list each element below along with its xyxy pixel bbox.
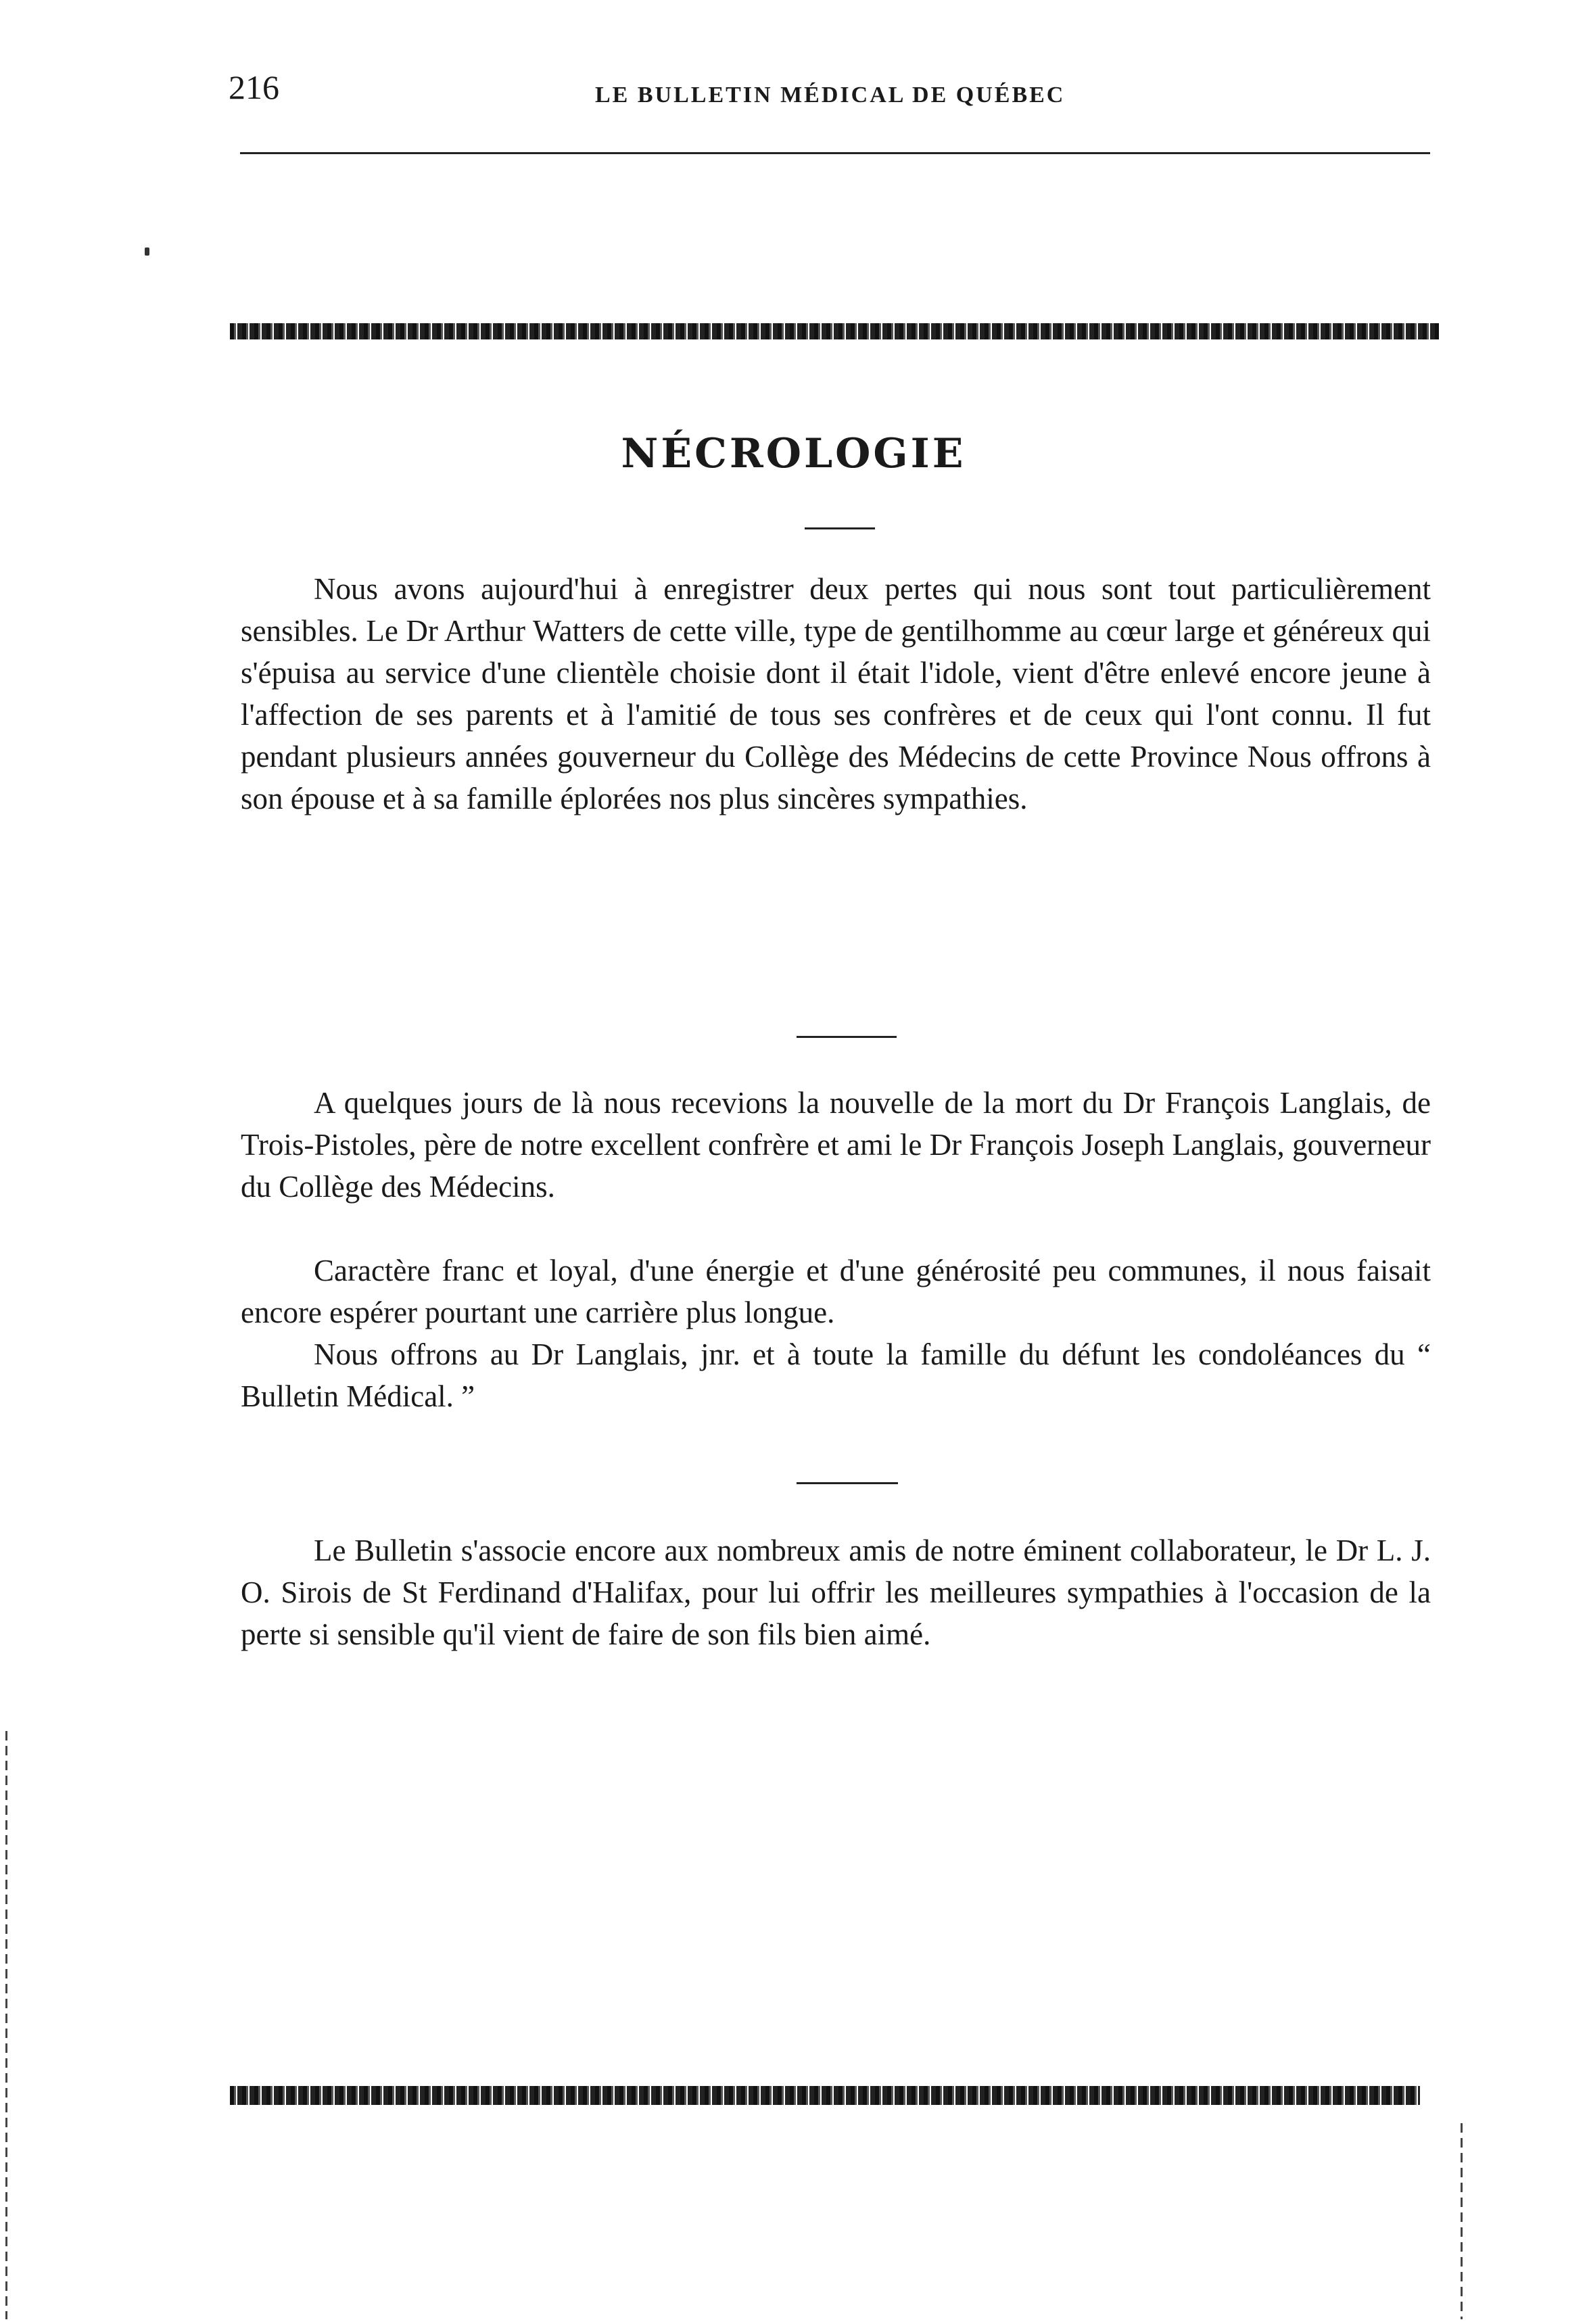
separator-rule (797, 1482, 898, 1484)
obituary-paragraph-langlais: A quelques jours de là nous recevions la nouvelle de la mort du Dr François Langlais, de Trois-Pistoles, père de notre excellent confrère et ami le Dr François Joseph Langlais, gouverneur du Collège des Médecins. (241, 1086, 1431, 1204)
separator-rule (797, 1036, 897, 1038)
obituary-paragraph-langlais-condolences: Nous offrons au Dr Langlais, jnr. et à toute la famille du défunt les condoléances du “ Bulletin Médical. ” (241, 1337, 1431, 1413)
obituary-paragraph-sirois: Le Bulletin s'associe encore aux nombreux amis de notre éminent collaborateur, le Dr L. J. O. Sirois de St Ferdinand d'Halifax, pour lui offrir les meilleures sympathies à l'occasion de la perte si sensible qu'il vient de faire de son fils bien aimé. (241, 1534, 1431, 1651)
header-rule (240, 152, 1430, 154)
page-number: 216 (229, 68, 279, 106)
left-margin-scan-line (5, 1731, 7, 2319)
top-ornament-band (230, 323, 1439, 339)
right-margin-scan-line (1461, 2123, 1463, 2319)
title-rule (805, 527, 875, 529)
bottom-ornament-band (230, 2086, 1420, 2105)
obituary-paragraph-watters: Nous avons aujourd'hui à enregistrer deux pertes qui nous sont tout particulièrement sensibles. Le Dr Arthur Watters de cette ville, type de gentilhomme au cœur large et généreux qui s'épuisa au service d'une clientèle choisie dont il était l'idole, vient d'être enlevé encore jeune à l'affection de ses parents et à l'amitié de tous ses confrères et de ceux qui l'ont connu. Il fut pendant plusieurs années gouverneur du Collège des Médecins de cette Province Nous offrons à son épouse et à sa famille éplorées nos plus sincères sympathies. (241, 572, 1431, 815)
section-title: NÉCROLOGIE (621, 430, 966, 477)
running-title: LE BULLETIN MÉDICAL DE QUÉBEC (595, 82, 1066, 108)
obituary-paragraph-langlais-character: Caractère franc et loyal, d'une énergie et d'une générosité peu communes, il nous faisait encore espérer pourtant une carrière plus longue. (241, 1254, 1431, 1329)
stray-mark (145, 247, 149, 256)
